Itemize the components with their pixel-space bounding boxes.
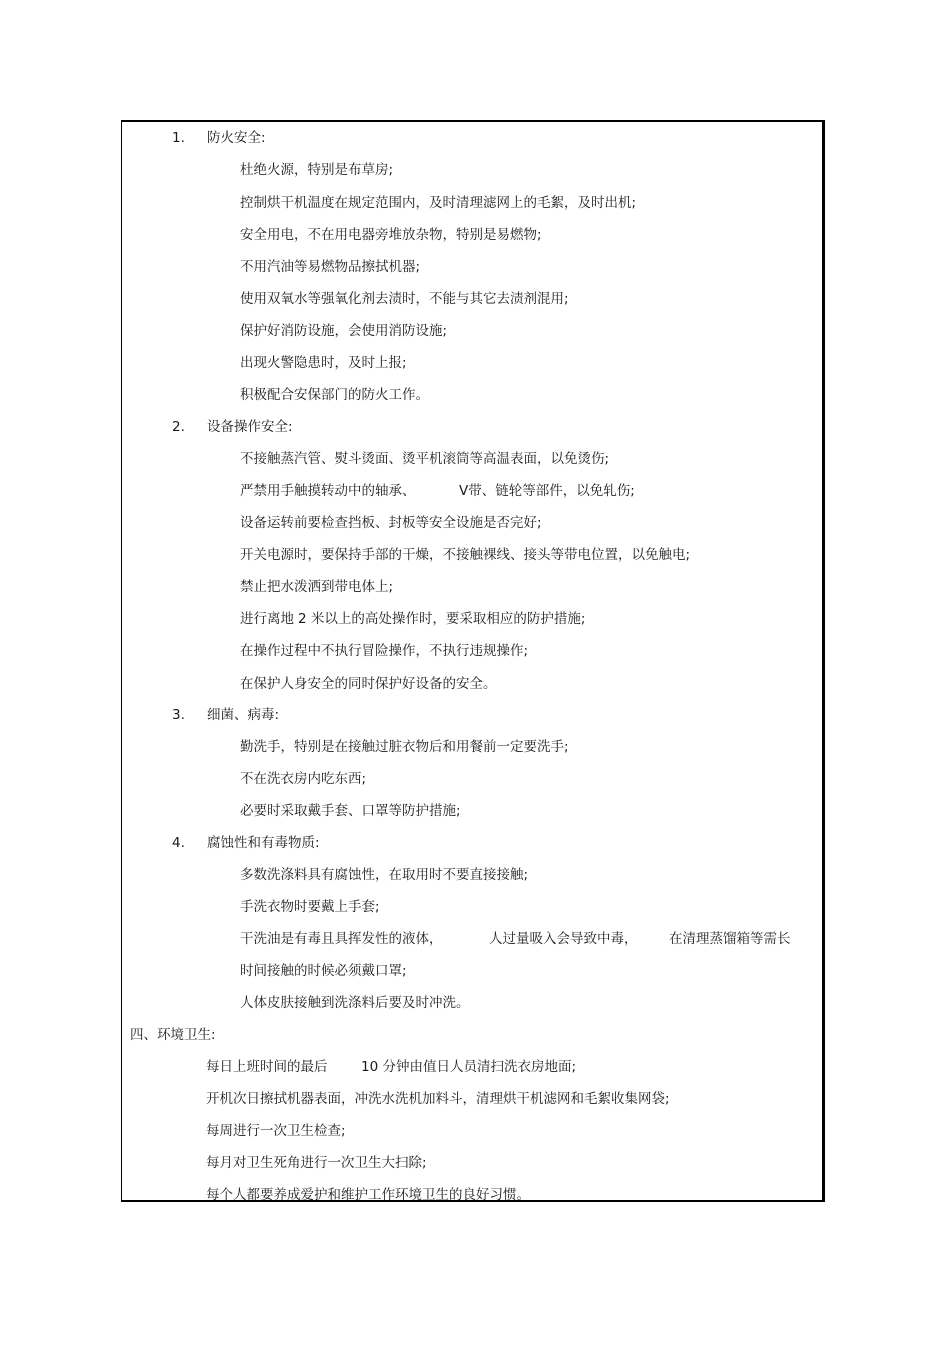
list-item: 安全用电，不在用电器旁堆放杂物，特别是易燃物;: [240, 227, 542, 243]
section-number: 4.: [172, 835, 185, 851]
list-item: 开关电源时，要保持手部的干燥，不接触裸线、接头等带电位置，以免触电;: [240, 547, 691, 563]
list-item: 每日上班时间的最后: [206, 1059, 328, 1075]
section-title: 防火安全:: [207, 130, 266, 146]
list-item: 不接触蒸汽管、熨斗烫面、烫平机滚筒等高温表面，以免烫伤;: [240, 451, 610, 467]
list-item-continuation: 2 米以上的高处操作时，要采取相应的防护措施;: [298, 611, 586, 627]
list-item: 每个人都要养成爱护和维护工作环境卫生的良好习惯。: [206, 1187, 530, 1203]
content-frame: [121, 120, 825, 1202]
environment-title: 四、环境卫生:: [130, 1027, 216, 1043]
list-item-continuation: 人过量吸入会导致中毒，: [489, 931, 638, 947]
list-item: 手洗衣物时要戴上手套;: [240, 899, 380, 915]
list-item: 积极配合安保部门的防火工作。: [240, 387, 429, 403]
list-item-wrap: 时间接触的时候必须戴口罩;: [240, 963, 407, 979]
list-item: 每周进行一次卫生检查;: [206, 1123, 346, 1139]
list-item: 使用双氧水等强氧化剂去渍时，不能与其它去渍剂混用;: [240, 291, 569, 307]
list-item: 杜绝火源，特别是布草房;: [240, 162, 394, 178]
list-item: 不用汽油等易燃物品擦拭机器;: [240, 259, 421, 275]
list-item: 在操作过程中不执行冒险操作，不执行违规操作;: [240, 643, 529, 659]
list-item: 勤洗手，特别是在接触过脏衣物后和用餐前一定要洗手;: [240, 739, 569, 755]
list-item: 进行离地: [240, 611, 294, 627]
section-title: 腐蚀性和有毒物质:: [207, 835, 320, 851]
list-item-continuation: 10 分钟由值日人员清扫洗衣房地面;: [361, 1059, 577, 1075]
list-item: 禁止把水泼洒到带电体上;: [240, 579, 394, 595]
list-item: 在保护人身安全的同时保护好设备的安全。: [240, 676, 497, 692]
list-item: 严禁用手触摸转动中的轴承、: [240, 483, 416, 499]
list-item: 控制烘干机温度在规定范围内，及时清理滤网上的毛絮，及时出机;: [240, 195, 637, 211]
list-item: 干洗油是有毒且具挥发性的液体，: [240, 931, 443, 947]
list-item-continuation: 在清理蒸馏箱等需长: [669, 931, 791, 947]
list-item: 开机次日擦拭机器表面，冲洗水洗机加料斗，清理烘干机滤网和毛絮收集网袋;: [206, 1091, 670, 1107]
list-item: 保护好消防设施，会使用消防设施;: [240, 323, 448, 339]
section-number: 1.: [172, 130, 185, 146]
section-number: 3.: [172, 707, 185, 723]
list-item: 人体皮肤接触到洗涤料后要及时冲洗。: [240, 995, 470, 1011]
list-item: 不在洗衣房内吃东西;: [240, 771, 367, 787]
list-item: 出现火警隐患时，及时上报;: [240, 355, 407, 371]
list-item: 设备运转前要检查挡板、封板等安全设施是否完好;: [240, 515, 542, 531]
list-item: 必要时采取戴手套、口罩等防护措施;: [240, 803, 461, 819]
section-title: 细菌、病毒:: [207, 707, 280, 723]
section-title: 设备操作安全:: [207, 419, 293, 435]
section-number: 2.: [172, 419, 185, 435]
list-item-continuation: V带、链轮等部件，以免轧伤;: [459, 483, 635, 499]
list-item: 多数洗涤料具有腐蚀性，在取用时不要直接接触;: [240, 867, 529, 883]
list-item: 每月对卫生死角进行一次卫生大扫除;: [206, 1155, 427, 1171]
